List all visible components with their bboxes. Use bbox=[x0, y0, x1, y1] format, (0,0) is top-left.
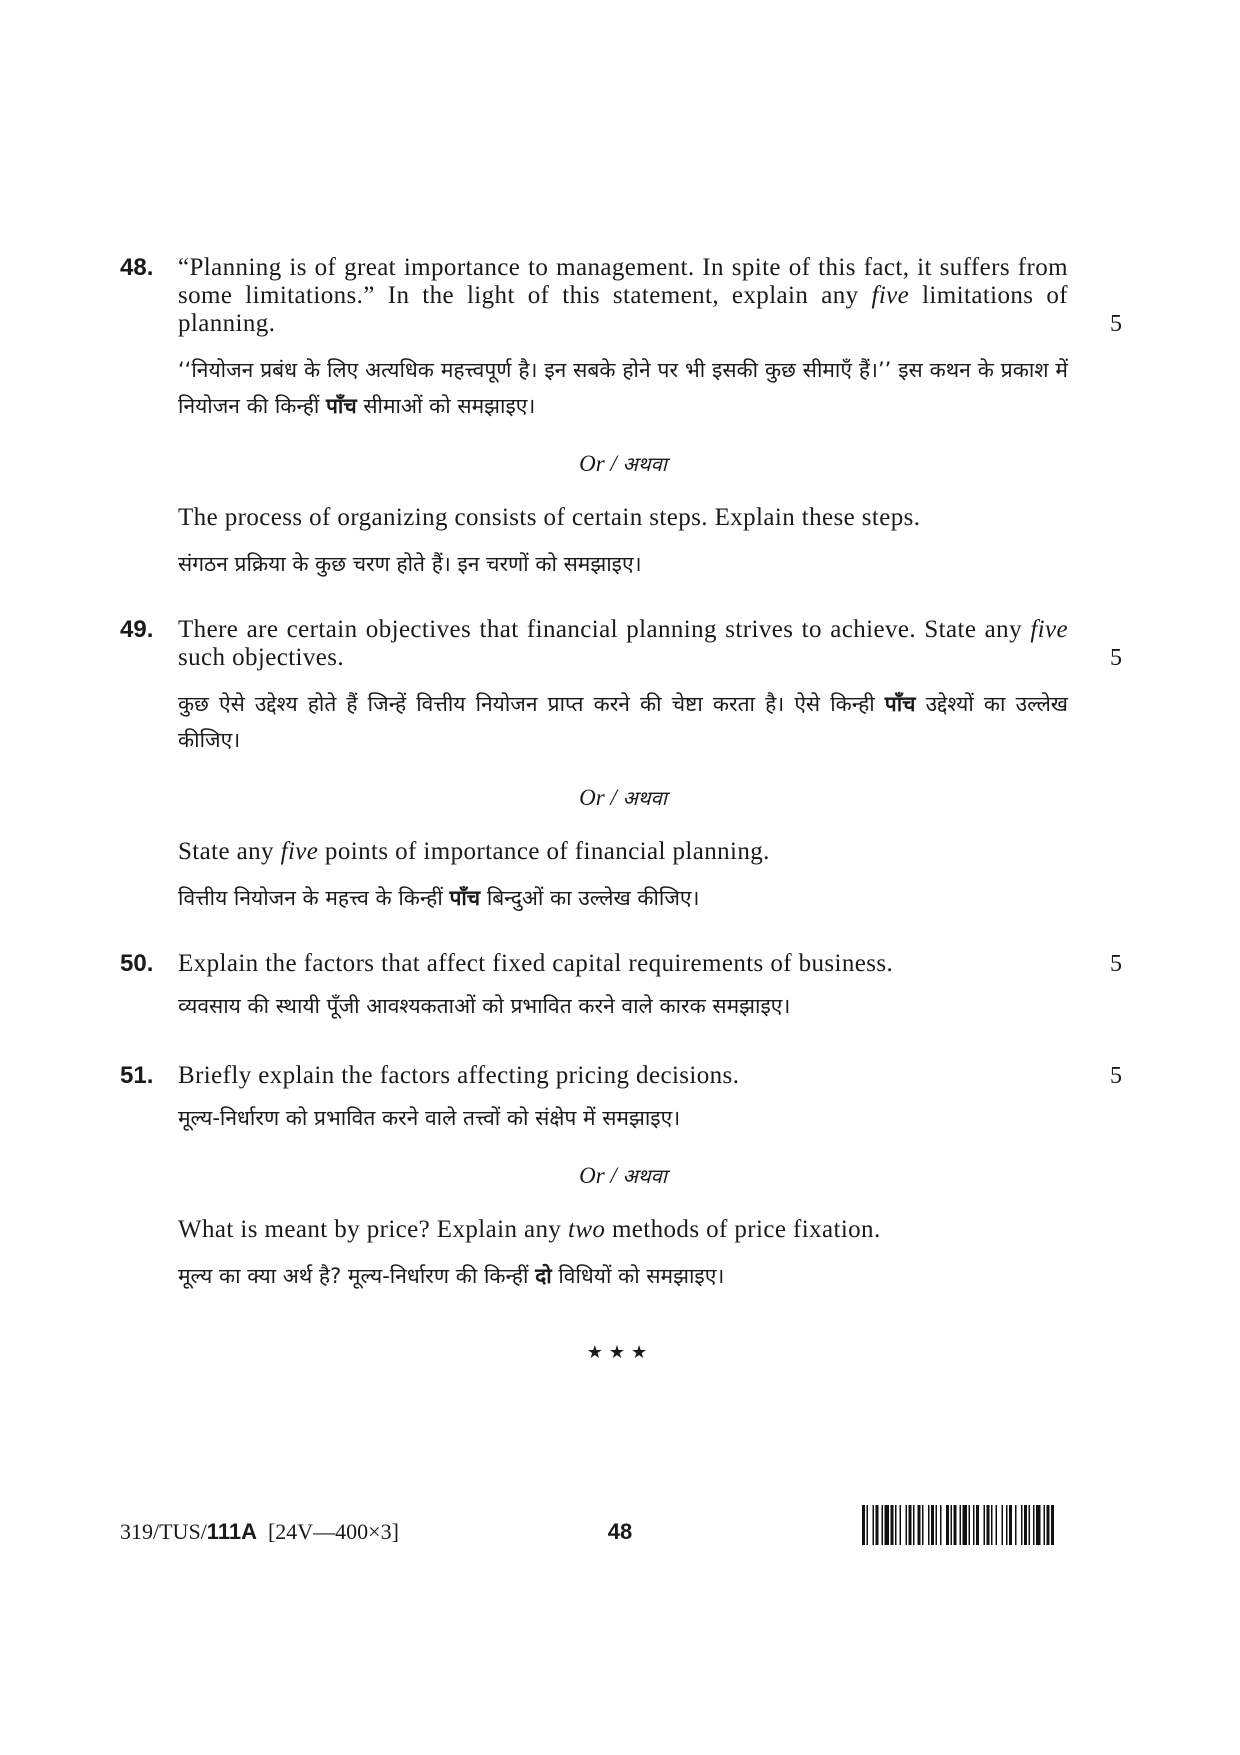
question-text-en: There are certain objectives that financial planning strives to achieve. State any five such objectives. bbox=[178, 616, 1068, 671]
question-text-hi: कुछ ऐसे उद्देश्य होते हैं जिन्हें वित्तीय नियोजन प्राप्त करने की चेष्टा करता है। ऐसे किन्ही पाँच उद्देश्यों का उल्लेख कीजिए। bbox=[178, 692, 1068, 752]
or-separator: Or / अथवा bbox=[579, 785, 667, 810]
question-51 bbox=[120, 1062, 1130, 1294]
paper-code: 319/TUS/111A [24V—400×3] bbox=[120, 1519, 399, 1544]
alternative-question-en: State any five points of importance of financial planning. bbox=[178, 838, 770, 865]
marks: 5 bbox=[1110, 951, 1122, 977]
or-separator: Or / अथवा bbox=[579, 1163, 667, 1188]
alternative-question-hi: वित्तीय नियोजन के महत्त्व के किन्हीं पाँच बिन्दुओं का उल्लेख कीजिए। bbox=[178, 886, 700, 910]
marks: 5 bbox=[1110, 1063, 1122, 1089]
barcode-icon bbox=[862, 1505, 1128, 1545]
marks: 5 bbox=[1110, 645, 1122, 671]
alternative-question-hi: मूल्य का क्या अर्थ है? मूल्य-निर्धारण की किन्हीं दो विधियों को समझाइए। bbox=[178, 1264, 725, 1288]
question-text-en: Briefly explain the factors affecting pricing decisions. bbox=[178, 1062, 740, 1089]
question-50 bbox=[120, 950, 1130, 1024]
alternative-question-hi: संगठन प्रक्रिया के कुछ चरण होते हैं। इन चरणों को समझाइए। bbox=[178, 552, 642, 576]
page-number: 48 bbox=[607, 1519, 633, 1544]
or-separator: Or / अथवा bbox=[579, 451, 667, 476]
question-text-hi: मूल्य-निर्धारण को प्रभावित करने वाले तत्त्वों को संक्षेप में समझाइए। bbox=[178, 1106, 681, 1130]
question-number: 49. bbox=[120, 616, 154, 643]
question-number: 48. bbox=[120, 254, 154, 281]
question-text-hi: ‘‘नियोजन प्रबंध के लिए अत्यधिक महत्त्वपूर्ण है। इन सबके होने पर भी इसकी कुछ सीमाएँ हैं।’’ इस कथन के प्रकाश में नियोजन की किन्हीं पाँच सीमाओं को समझाइए। bbox=[178, 358, 1068, 418]
alternative-question-en: What is meant by price? Explain any two methods of price fixation. bbox=[178, 1216, 881, 1243]
question-text-hi: व्यवसाय की स्थायी पूँजी आवश्यकताओं को प्रभावित करने वाले कारक समझाइए। bbox=[178, 994, 791, 1018]
question-number: 51. bbox=[120, 1062, 154, 1089]
question-text-en: “Planning is of great importance to management. In spite of this fact, it suffers from some limitations.” In the light of this statement, explain any five limitations of planning. bbox=[178, 254, 1068, 337]
question-49 bbox=[120, 616, 1130, 916]
question-number: 50. bbox=[120, 950, 154, 977]
end-stars: ★★★ bbox=[586, 1342, 654, 1363]
alternative-question-en: The process of organizing consists of certain steps. Explain these steps. bbox=[178, 504, 921, 531]
question-48 bbox=[120, 254, 1130, 582]
question-text-en: Explain the factors that affect fixed capital requirements of business. bbox=[178, 950, 894, 977]
marks: 5 bbox=[1110, 311, 1122, 337]
